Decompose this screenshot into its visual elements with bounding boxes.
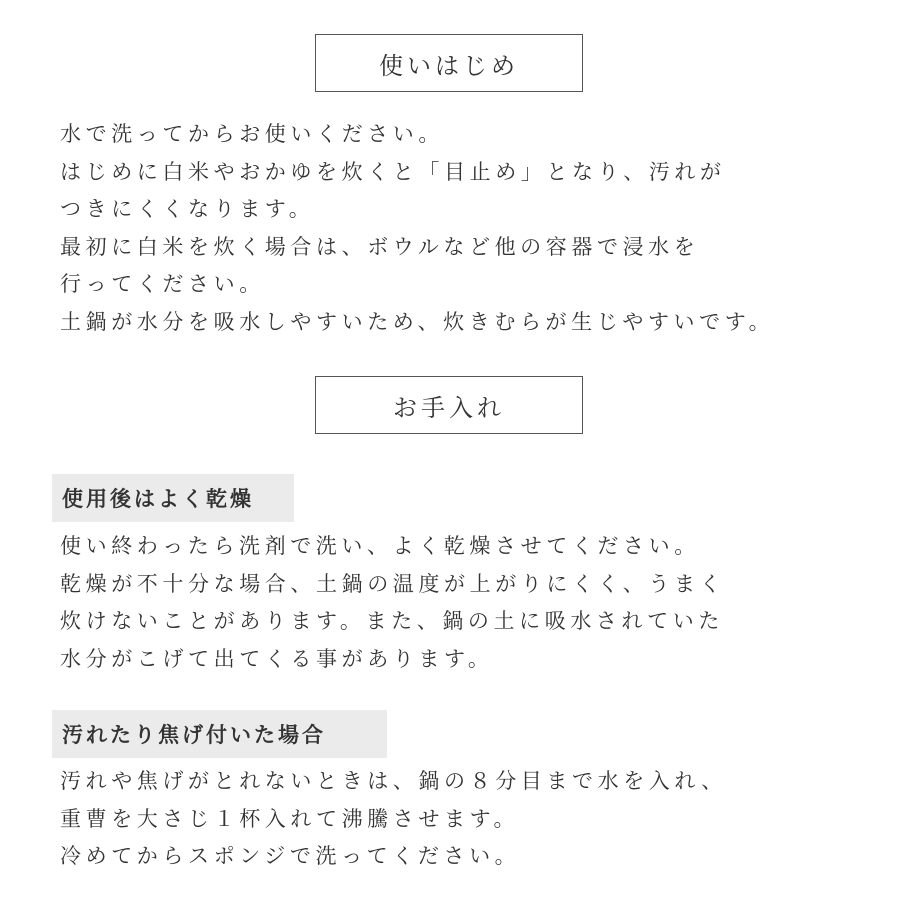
- instruction-line: 水で洗ってからお使いください。: [60, 122, 444, 146]
- instruction-line: 使い終わったら洗剤で洗い、よく乾燥させてください。: [60, 534, 700, 558]
- instruction-line: 最初に白米を炊く場合は、ボウルなど他の容器で浸水を: [60, 234, 700, 259]
- instruction-line: 水分がこげて出てくる事があります。: [60, 646, 494, 671]
- instruction-line: つきにくくなります。: [60, 197, 315, 221]
- stain-instructions: [60, 763, 727, 876]
- instruction-line: 土鍋が水分を吸水しやすいため、炊きむらが生じやすいです。: [60, 309, 775, 334]
- instruction-line: 炊けないことがあります。また、鍋の土に吸水されていた: [60, 609, 724, 633]
- dry-instructions: [60, 528, 725, 678]
- subheading-dry: 使用後はよく乾燥: [52, 474, 294, 522]
- section-title-care: お手入れ: [315, 376, 583, 434]
- section-title-start: 使いはじめ: [315, 34, 583, 92]
- instruction-line: 重曹を大さじ１杯入れて沸騰させます。: [60, 806, 520, 831]
- instruction-line: 乾燥が不十分な場合、土鍋の温度が上がりにくく、うまく: [60, 571, 726, 596]
- start-instructions: [60, 116, 774, 341]
- instruction-line: はじめに白米やおかゆを炊くと「目止め」となり、汚れが: [60, 159, 726, 184]
- instruction-line: 行ってください。: [60, 272, 265, 296]
- instruction-line: 汚れや焦げがとれないときは、鍋の８分目まで水を入れ、: [60, 769, 727, 793]
- subheading-stain: 汚れたり焦げ付いた場合: [52, 710, 387, 758]
- instruction-line: 冷めてからスポンジで洗ってください。: [60, 844, 521, 868]
